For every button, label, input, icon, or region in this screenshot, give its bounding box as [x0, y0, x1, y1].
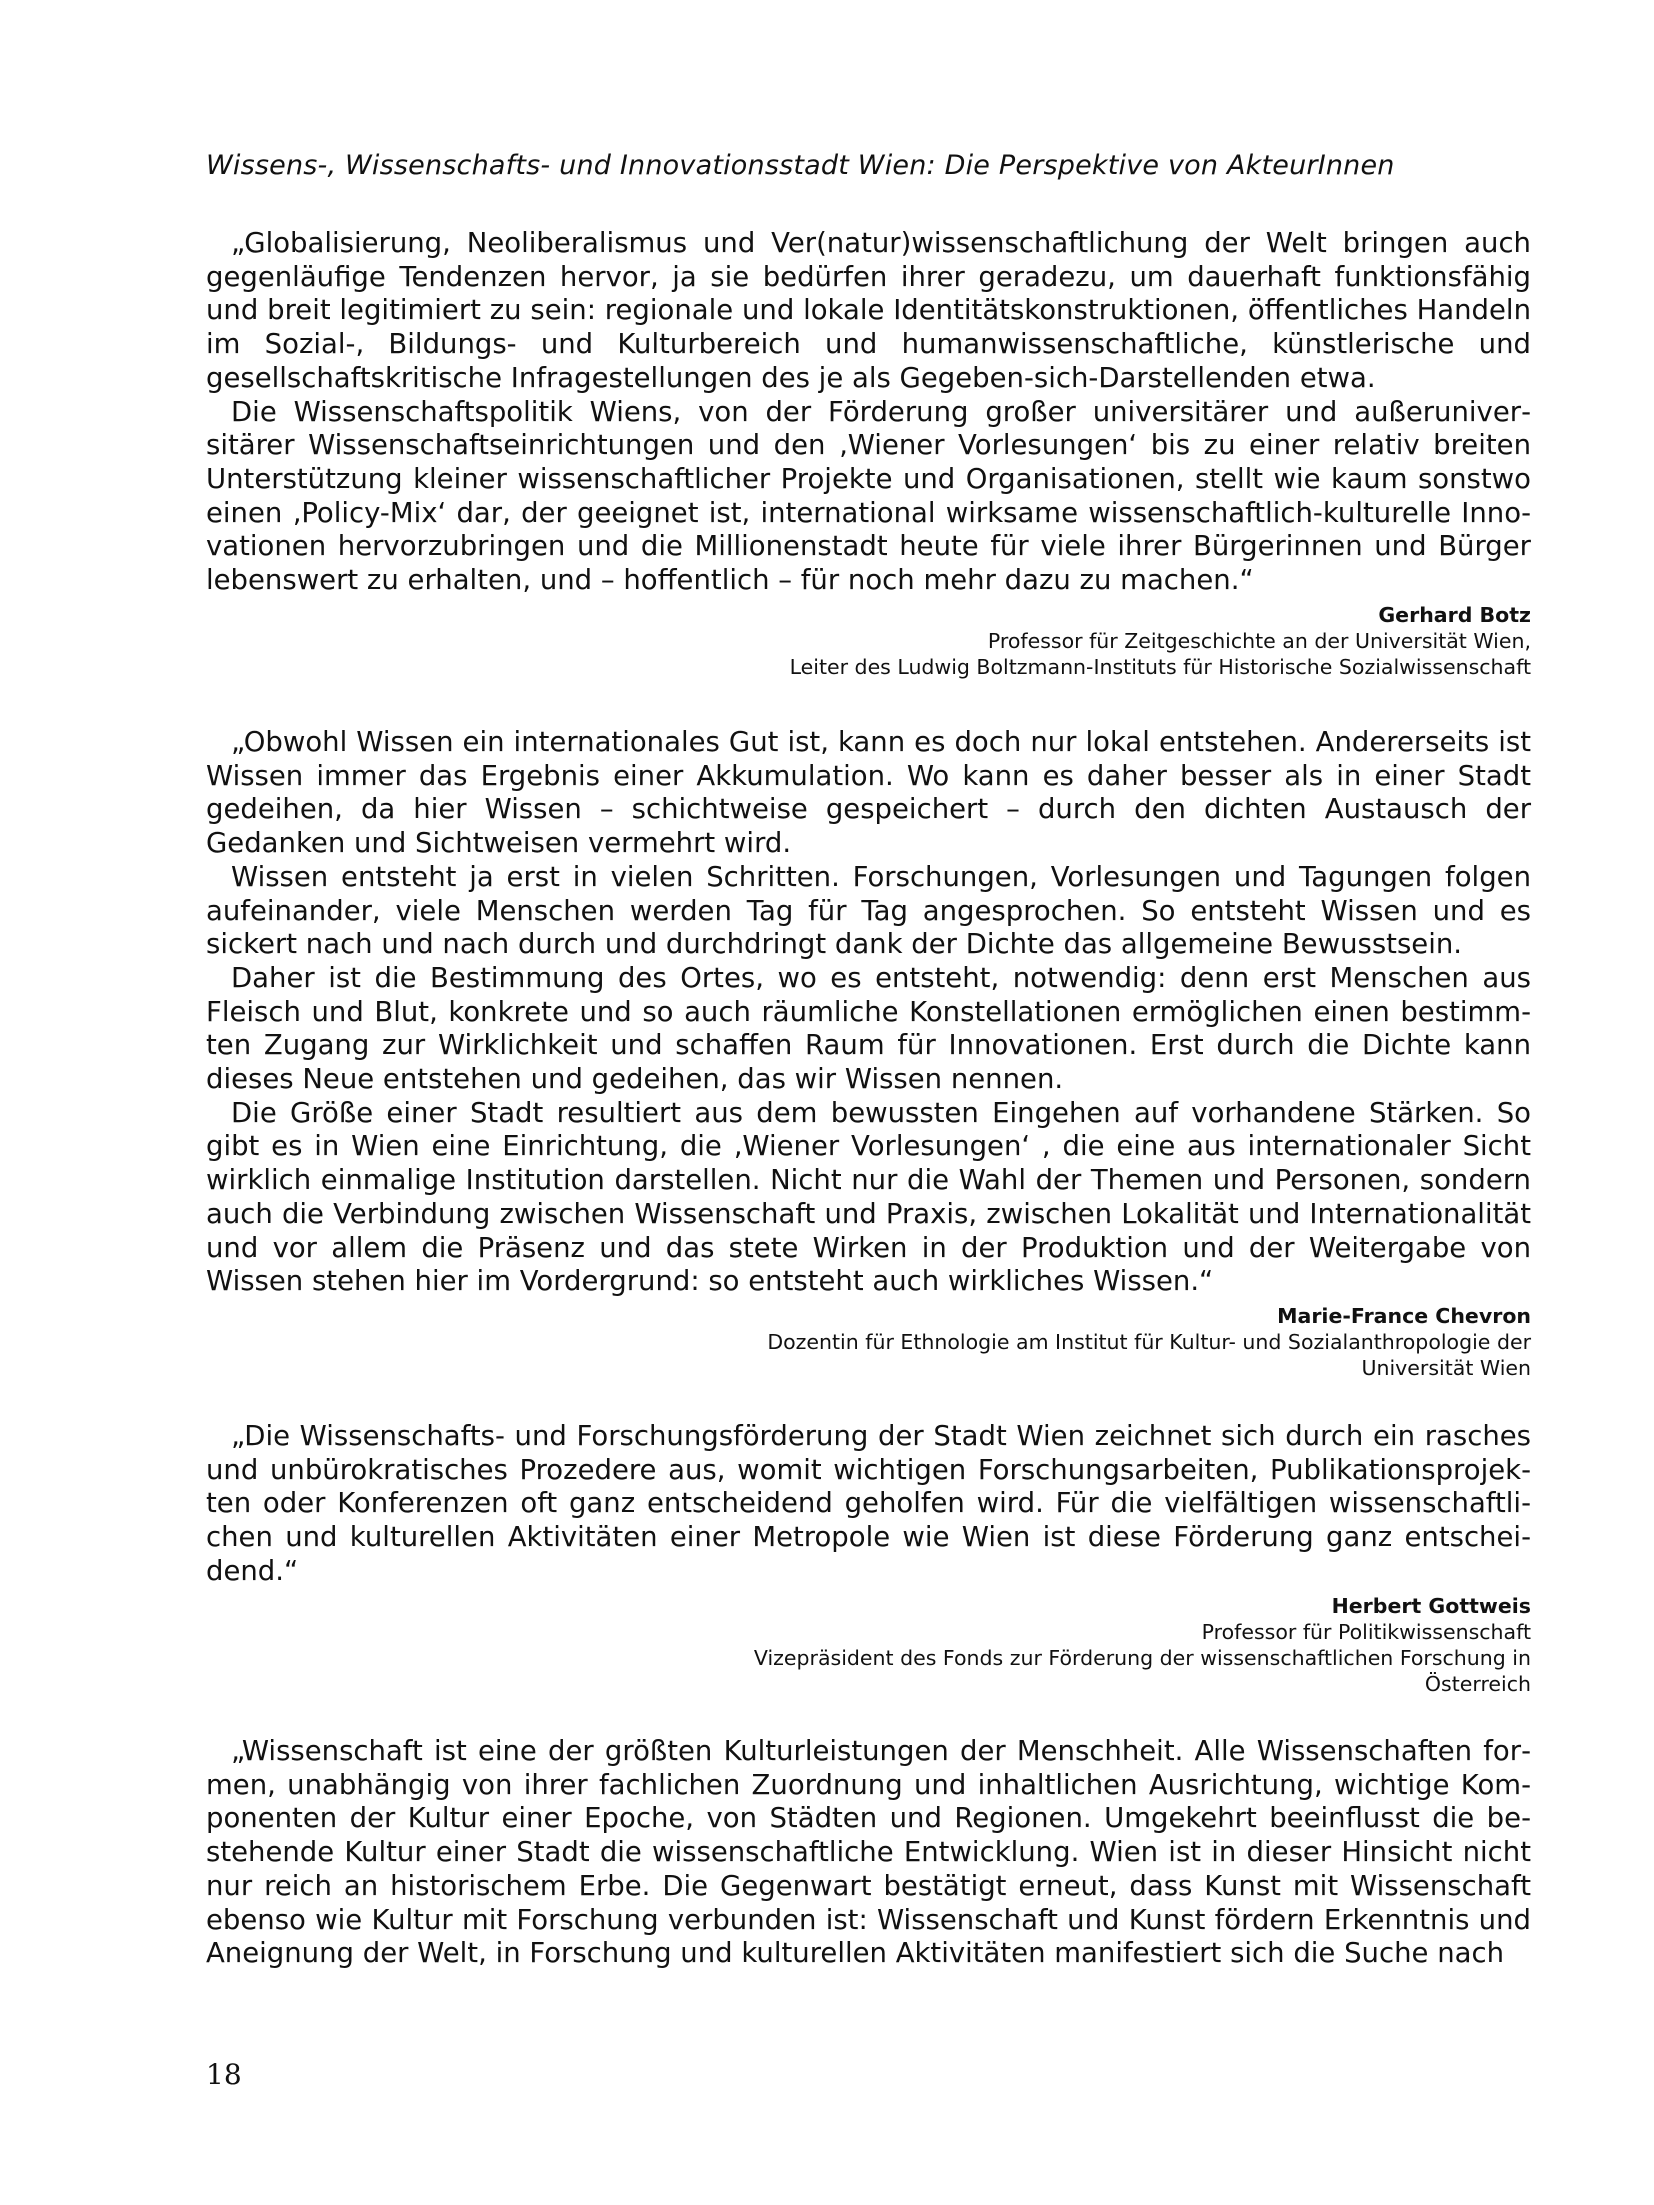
quote-paragraph: Wissen entsteht ja erst in vielen Schritten. Forschungen, Vorlesungen und Tagungen folgen aufeinander, viele Menschen werden Tag für Tag angesprochen. So entsteht Wissen und es sickert nach und nach durch und durchdringt dank der Dichte das allgemeine Bewusstsein. — [206, 860, 1531, 961]
author-role: Universität Wien — [1361, 1355, 1531, 1380]
author-name: Marie-France Chevron — [1277, 1303, 1531, 1328]
author-role: Dozentin für Ethnologie am Institut für Kultur- und Sozialanthropologie der — [767, 1329, 1531, 1354]
author-role: Leiter des Ludwig Boltzmann-Instituts für Historische Sozialwissenschaft — [789, 654, 1531, 679]
author-name: Herbert Gottweis — [1331, 1593, 1531, 1618]
quote-paragraph: „Globalisierung, Neoliberalismus und Ver(natur)wissenschaftlichung der Welt bringen auch gegenläufige Tendenzen hervor, ja sie bedürfen ihrer geradezu, um dauerhaft funktionsfähig und breit legitimiert zu sein: regionale und lokale Identitätskonstruktionen, öffentliches Handeln im Sozial-, Bildungs- und Kulturbereich und humanwissenschaftliche, künstlerische und gesellschaftskritische Infragestellungen des je als Gegeben-sich-Darstellenden etwa. — [206, 227, 1531, 394]
quote-block-botz — [206, 227, 1531, 680]
quote-paragraph: Daher ist die Bestimmung des Ortes, wo es entsteht, notwendig: denn erst Menschen aus Fleisch und Blut, konkrete und so auch räumliche Konstellationen ermöglichen einen bestimmten Zugang zur Wirklichkeit und schaffen Raum für Innovationen. Erst durch die Dichte kann dieses Neue entstehen und gedeihen, das wir Wissen nennen. — [206, 961, 1531, 1096]
attribution — [206, 1303, 1531, 1381]
quote-paragraph: Die Größe einer Stadt resultiert aus dem bewussten Eingehen auf vorhandene Stärken. So gibt es in Wien eine Einrichtung, die ‚Wiener Vorlesungen‘ , die eine aus internationaler Sicht wirklich einmalige Institution darstellen. Nicht nur die Wahl der Themen und Personen, sondern auch die Verbindung zwischen Wissenschaft und Praxis, zwischen Lokalität und Internationalität und vor allem die Präsenz und das stete Wirken in der Produktion und der Weitergabe von Wissen stehen hier im Vordergrund: so entsteht auch wirkliches Wissen.“ — [206, 1096, 1531, 1298]
running-header: Wissens-, Wissenschafts- und Innovationsstadt Wien: Die Perspektive von AkteurInnen — [206, 150, 1395, 181]
document-page — [206, 0, 1531, 2205]
author-name: Gerhard Botz — [1378, 602, 1531, 627]
attribution — [206, 1593, 1531, 1697]
quote-block-gottweis — [206, 1420, 1531, 1697]
attribution — [206, 602, 1531, 680]
quote-paragraph: „Obwohl Wissen ein internationales Gut ist, kann es doch nur lokal entstehen. Andererseits ist Wissen immer das Ergebnis einer Akkumulation. Wo kann es daher besser als in einer Stadt gedeihen, da hier Wissen – schichtweise gespeichert – durch den dichten Austausch der Gedanken und Sichtweisen vermehrt wird. — [206, 726, 1531, 860]
quote-block-continued — [206, 1735, 1531, 1971]
author-role: Professor für Politikwissenschaft — [1201, 1619, 1531, 1644]
page-number: 18 — [206, 2058, 242, 2091]
quote-paragraph: „Wissenschaft ist eine der größten Kulturleistungen der Menschheit. Alle Wissenschaften formen, unabhängig von ihrer fachlichen Zuordnung und inhaltlichen Ausrichtung, wichtige Komponenten der Kultur einer Epoche, von Städten und Regionen. Umgekehrt beeinflusst die bestehende Kultur einer Stadt die wissenschaftliche Entwicklung. Wien ist in dieser Hinsicht nicht nur reich an historischem Erbe. Die Gegenwart bestätigt erneut, dass Kunst mit Wissenschaft ebenso wie Kultur mit Forschung verbunden ist: Wissenschaft und Kunst fördern Erkenntnis und Aneignung der Welt, in Forschung und kulturellen Aktivitäten manifestiert sich die Suche nach — [206, 1735, 1531, 1970]
quote-paragraph: „Die Wissenschafts- und Forschungsförderung der Stadt Wien zeichnet sich durch ein rasches und unbürokratisches Prozedere aus, womit wichtigen Forschungsarbeiten, Publikationsprojekten oder Konferenzen oft ganz entscheidend geholfen wird. Für die vielfältigen wissenschaftlichen und kulturellen Aktivitäten einer Metropole wie Wien ist diese Förderung ganz entscheidend.“ — [206, 1420, 1531, 1587]
quote-block-chevron — [206, 726, 1531, 1381]
author-role: Professor für Zeitgeschichte an der Universität Wien, — [987, 628, 1531, 653]
quote-paragraph: Die Wissenschaftspolitik Wiens, von der Förderung großer universitärer und außeruniversitärer Wissenschaftseinrichtungen und den ‚Wiener Vorlesungen‘ bis zu einer relativ breiten Unterstützung kleiner wissenschaftlicher Projekte und Organisationen, stellt wie kaum sonstwo einen ‚Policy-Mix‘ dar, der geeignet ist, international wirksame wissenschaftlich-kulturelle Innovationen hervorzubringen und die Millionenstadt heute für viele ihrer Bürgerinnen und Bürger lebenswert zu erhalten, und – hoffentlich – für noch mehr dazu zu machen.“ — [206, 395, 1531, 597]
author-role: Österreich — [1424, 1671, 1531, 1696]
author-role: Vizepräsident des Fonds zur Förderung der wissenschaftlichen Forschung in — [753, 1645, 1531, 1670]
